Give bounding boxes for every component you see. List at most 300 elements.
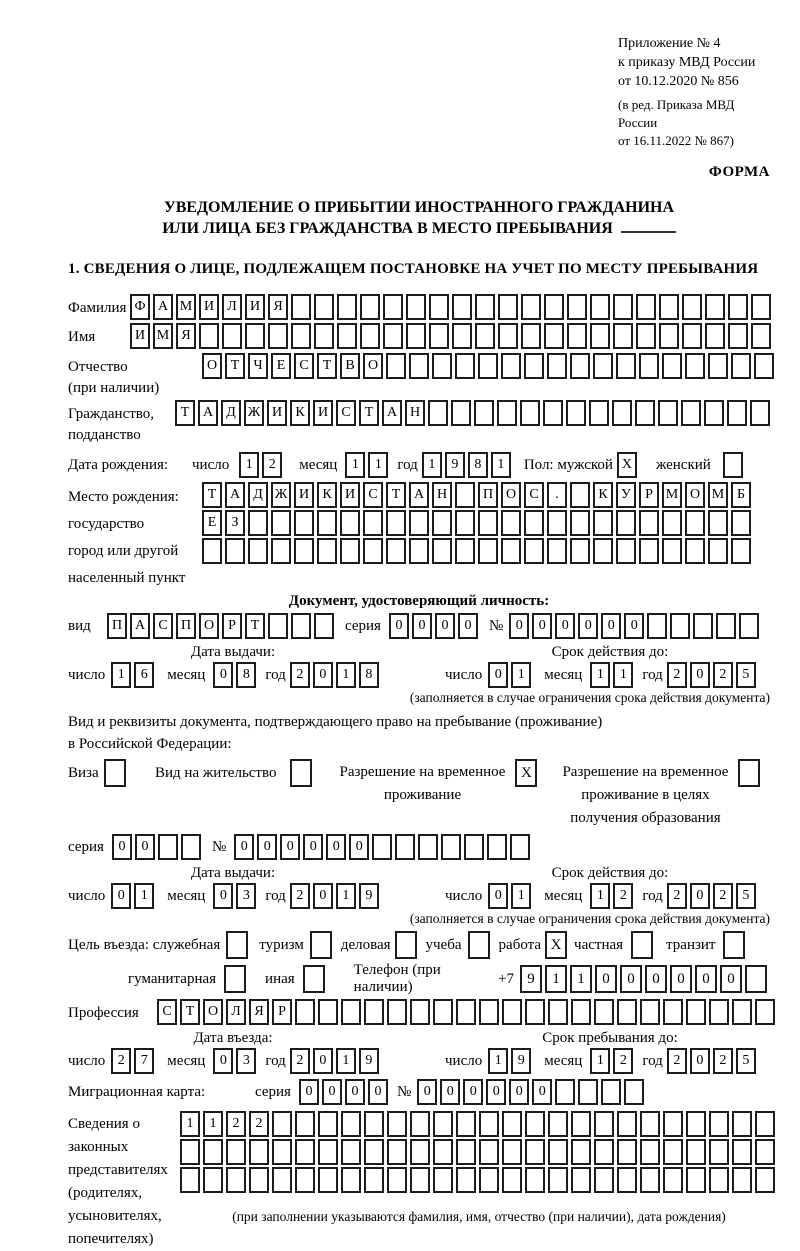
- form-cell[interactable]: [226, 931, 248, 959]
- form-cell[interactable]: [271, 538, 291, 564]
- form-cell[interactable]: 3: [236, 883, 256, 909]
- form-cell[interactable]: Р: [272, 999, 292, 1025]
- form-cell[interactable]: [295, 1139, 315, 1165]
- form-cell[interactable]: [409, 510, 429, 536]
- form-cell[interactable]: Т: [180, 999, 200, 1025]
- form-cell[interactable]: И: [294, 482, 314, 508]
- form-cell[interactable]: [341, 1111, 361, 1137]
- form-cell[interactable]: К: [593, 482, 613, 508]
- form-cell[interactable]: 0: [368, 1079, 388, 1105]
- form-cell[interactable]: [340, 510, 360, 536]
- form-cell[interactable]: 1: [336, 662, 356, 688]
- form-cell[interactable]: [203, 1139, 223, 1165]
- form-cell[interactable]: 0: [112, 834, 132, 860]
- form-cell[interactable]: 2: [249, 1111, 269, 1137]
- form-cell[interactable]: [732, 1111, 752, 1137]
- form-cell[interactable]: [501, 538, 521, 564]
- form-cell[interactable]: [662, 538, 682, 564]
- form-cell[interactable]: [723, 931, 745, 959]
- form-cell[interactable]: [594, 1167, 614, 1193]
- form-cell[interactable]: [180, 1167, 200, 1193]
- form-cell[interactable]: 5: [736, 662, 756, 688]
- form-cell[interactable]: [455, 482, 475, 508]
- form-cell[interactable]: [708, 353, 728, 379]
- form-cell[interactable]: [624, 1079, 644, 1105]
- form-cell[interactable]: 3: [236, 1048, 256, 1074]
- form-cell[interactable]: [498, 323, 518, 349]
- form-cell[interactable]: 0: [440, 1079, 460, 1105]
- form-cell[interactable]: [682, 294, 702, 320]
- form-cell[interactable]: [739, 613, 759, 639]
- form-cell[interactable]: [502, 1139, 522, 1165]
- form-cell[interactable]: [548, 999, 568, 1025]
- form-cell[interactable]: [548, 1139, 568, 1165]
- form-cell[interactable]: 2: [290, 662, 310, 688]
- form-cell[interactable]: 0: [313, 883, 333, 909]
- form-cell[interactable]: [590, 294, 610, 320]
- form-cell[interactable]: [755, 1139, 775, 1165]
- form-cell[interactable]: [708, 510, 728, 536]
- form-cell[interactable]: [181, 834, 201, 860]
- form-cell[interactable]: [433, 1111, 453, 1137]
- form-cell[interactable]: О: [202, 353, 222, 379]
- form-cell[interactable]: Н: [432, 482, 452, 508]
- form-cell[interactable]: С: [153, 613, 173, 639]
- form-cell[interactable]: 0: [417, 1079, 437, 1105]
- form-cell[interactable]: [567, 323, 587, 349]
- form-cell[interactable]: 1: [345, 452, 365, 478]
- form-cell[interactable]: 1: [511, 883, 531, 909]
- form-cell[interactable]: [291, 613, 311, 639]
- form-cell[interactable]: [571, 999, 591, 1025]
- form-cell[interactable]: 0: [532, 1079, 552, 1105]
- form-cell[interactable]: X: [545, 931, 567, 959]
- form-cell[interactable]: [429, 294, 449, 320]
- form-cell[interactable]: [686, 1167, 706, 1193]
- form-cell[interactable]: [295, 999, 315, 1025]
- form-cell[interactable]: 0: [322, 1079, 342, 1105]
- form-cell[interactable]: [199, 323, 219, 349]
- form-cell[interactable]: [601, 1079, 621, 1105]
- form-cell[interactable]: [704, 400, 724, 426]
- form-cell[interactable]: [226, 1167, 246, 1193]
- form-cell[interactable]: [360, 323, 380, 349]
- form-cell[interactable]: [364, 1167, 384, 1193]
- form-cell[interactable]: [433, 1167, 453, 1193]
- form-cell[interactable]: [104, 759, 126, 787]
- form-cell[interactable]: [249, 1139, 269, 1165]
- form-cell[interactable]: У: [616, 482, 636, 508]
- form-cell[interactable]: [548, 1167, 568, 1193]
- form-cell[interactable]: [685, 538, 705, 564]
- form-cell[interactable]: И: [245, 294, 265, 320]
- form-cell[interactable]: [566, 400, 586, 426]
- form-cell[interactable]: [501, 353, 521, 379]
- form-cell[interactable]: 1: [491, 452, 511, 478]
- form-cell[interactable]: [475, 323, 495, 349]
- form-cell[interactable]: [636, 323, 656, 349]
- form-cell[interactable]: [337, 294, 357, 320]
- form-cell[interactable]: 0: [345, 1079, 365, 1105]
- form-cell[interactable]: [640, 1111, 660, 1137]
- form-cell[interactable]: 0: [555, 613, 575, 639]
- form-cell[interactable]: 0: [234, 834, 254, 860]
- form-cell[interactable]: 0: [624, 613, 644, 639]
- form-cell[interactable]: [478, 538, 498, 564]
- form-cell[interactable]: 2: [713, 662, 733, 688]
- form-cell[interactable]: [593, 353, 613, 379]
- form-cell[interactable]: В: [340, 353, 360, 379]
- form-cell[interactable]: С: [336, 400, 356, 426]
- form-cell[interactable]: [570, 538, 590, 564]
- form-cell[interactable]: [294, 538, 314, 564]
- form-cell[interactable]: [745, 965, 767, 993]
- form-cell[interactable]: [640, 1167, 660, 1193]
- form-cell[interactable]: [383, 323, 403, 349]
- form-cell[interactable]: [314, 294, 334, 320]
- form-cell[interactable]: [222, 323, 242, 349]
- form-cell[interactable]: С: [157, 999, 177, 1025]
- form-cell[interactable]: 0: [135, 834, 155, 860]
- form-cell[interactable]: [682, 323, 702, 349]
- form-cell[interactable]: 0: [620, 965, 642, 993]
- form-cell[interactable]: [547, 510, 567, 536]
- form-cell[interactable]: Д: [248, 482, 268, 508]
- form-cell[interactable]: [295, 1111, 315, 1137]
- form-cell[interactable]: [387, 1139, 407, 1165]
- form-cell[interactable]: [409, 353, 429, 379]
- form-cell[interactable]: А: [225, 482, 245, 508]
- form-cell[interactable]: [613, 323, 633, 349]
- form-cell[interactable]: 2: [667, 1048, 687, 1074]
- form-cell[interactable]: [474, 400, 494, 426]
- form-cell[interactable]: [617, 1167, 637, 1193]
- form-cell[interactable]: [295, 1167, 315, 1193]
- form-cell[interactable]: Р: [639, 482, 659, 508]
- form-cell[interactable]: [294, 510, 314, 536]
- form-cell[interactable]: [639, 538, 659, 564]
- form-cell[interactable]: [686, 999, 706, 1025]
- form-cell[interactable]: 2: [667, 662, 687, 688]
- form-cell[interactable]: [410, 1111, 430, 1137]
- form-cell[interactable]: [268, 613, 288, 639]
- form-cell[interactable]: 0: [595, 965, 617, 993]
- form-cell[interactable]: [271, 510, 291, 536]
- form-cell[interactable]: Ж: [271, 482, 291, 508]
- form-cell[interactable]: [525, 1167, 545, 1193]
- form-cell[interactable]: [731, 510, 751, 536]
- form-cell[interactable]: [248, 538, 268, 564]
- form-cell[interactable]: [663, 999, 683, 1025]
- form-cell[interactable]: [570, 482, 590, 508]
- form-cell[interactable]: [670, 613, 690, 639]
- form-cell[interactable]: [567, 294, 587, 320]
- form-cell[interactable]: Ж: [244, 400, 264, 426]
- form-cell[interactable]: [544, 323, 564, 349]
- form-cell[interactable]: [709, 1111, 729, 1137]
- form-cell[interactable]: [310, 931, 332, 959]
- form-cell[interactable]: [479, 1139, 499, 1165]
- form-cell[interactable]: 0: [690, 1048, 710, 1074]
- form-cell[interactable]: [728, 294, 748, 320]
- form-cell[interactable]: 8: [468, 452, 488, 478]
- form-cell[interactable]: 9: [511, 1048, 531, 1074]
- form-cell[interactable]: [497, 400, 517, 426]
- form-cell[interactable]: 2: [290, 883, 310, 909]
- form-cell[interactable]: 1: [111, 662, 131, 688]
- form-cell[interactable]: [738, 759, 760, 787]
- form-cell[interactable]: [303, 965, 325, 993]
- form-cell[interactable]: [616, 538, 636, 564]
- form-cell[interactable]: [640, 1139, 660, 1165]
- form-cell[interactable]: [593, 538, 613, 564]
- form-cell[interactable]: [751, 323, 771, 349]
- form-cell[interactable]: 2: [613, 1048, 633, 1074]
- form-cell[interactable]: [510, 834, 530, 860]
- form-cell[interactable]: [659, 323, 679, 349]
- form-cell[interactable]: [432, 353, 452, 379]
- form-cell[interactable]: 6: [134, 662, 154, 688]
- form-cell[interactable]: О: [685, 482, 705, 508]
- form-cell[interactable]: [502, 1111, 522, 1137]
- form-cell[interactable]: [612, 400, 632, 426]
- form-cell[interactable]: [502, 1167, 522, 1193]
- form-cell[interactable]: [640, 999, 660, 1025]
- form-cell[interactable]: [658, 400, 678, 426]
- form-cell[interactable]: [502, 999, 522, 1025]
- form-cell[interactable]: 1: [545, 965, 567, 993]
- form-cell[interactable]: З: [225, 510, 245, 536]
- form-cell[interactable]: 1: [203, 1111, 223, 1137]
- form-cell[interactable]: 5: [736, 1048, 756, 1074]
- form-cell[interactable]: [290, 759, 312, 787]
- form-cell[interactable]: 1: [336, 883, 356, 909]
- form-cell[interactable]: Т: [175, 400, 195, 426]
- form-cell[interactable]: X: [515, 759, 537, 787]
- form-cell[interactable]: [709, 1139, 729, 1165]
- form-cell[interactable]: Л: [226, 999, 246, 1025]
- form-cell[interactable]: Т: [317, 353, 337, 379]
- form-cell[interactable]: 8: [359, 662, 379, 688]
- form-cell[interactable]: [647, 613, 667, 639]
- form-cell[interactable]: [341, 1139, 361, 1165]
- form-cell[interactable]: 1: [590, 883, 610, 909]
- form-cell[interactable]: [340, 538, 360, 564]
- form-cell[interactable]: 0: [486, 1079, 506, 1105]
- form-cell[interactable]: О: [203, 999, 223, 1025]
- form-cell[interactable]: О: [199, 613, 219, 639]
- form-cell[interactable]: [663, 1111, 683, 1137]
- form-cell[interactable]: [479, 1167, 499, 1193]
- form-cell[interactable]: [249, 1167, 269, 1193]
- form-cell[interactable]: 7: [134, 1048, 154, 1074]
- form-cell[interactable]: [363, 510, 383, 536]
- form-cell[interactable]: [363, 538, 383, 564]
- form-cell[interactable]: [594, 1139, 614, 1165]
- form-cell[interactable]: Я: [268, 294, 288, 320]
- form-cell[interactable]: [594, 999, 614, 1025]
- form-cell[interactable]: [663, 1139, 683, 1165]
- form-cell[interactable]: 0: [326, 834, 346, 860]
- form-cell[interactable]: 9: [359, 1048, 379, 1074]
- form-cell[interactable]: [613, 294, 633, 320]
- form-cell[interactable]: [479, 1111, 499, 1137]
- form-cell[interactable]: 0: [578, 613, 598, 639]
- form-cell[interactable]: 1: [590, 662, 610, 688]
- form-cell[interactable]: 1: [134, 883, 154, 909]
- form-cell[interactable]: И: [130, 323, 150, 349]
- form-cell[interactable]: [631, 931, 653, 959]
- form-cell[interactable]: Ф: [130, 294, 150, 320]
- form-cell[interactable]: 9: [445, 452, 465, 478]
- form-cell[interactable]: [639, 353, 659, 379]
- form-cell[interactable]: [364, 1111, 384, 1137]
- form-cell[interactable]: [468, 931, 490, 959]
- form-cell[interactable]: [387, 999, 407, 1025]
- form-cell[interactable]: [571, 1167, 591, 1193]
- form-cell[interactable]: [478, 510, 498, 536]
- form-cell[interactable]: [520, 400, 540, 426]
- form-cell[interactable]: [732, 999, 752, 1025]
- form-cell[interactable]: [225, 538, 245, 564]
- form-cell[interactable]: [464, 834, 484, 860]
- form-cell[interactable]: 1: [511, 662, 531, 688]
- form-cell[interactable]: 2: [713, 1048, 733, 1074]
- form-cell[interactable]: 0: [111, 883, 131, 909]
- form-cell[interactable]: М: [708, 482, 728, 508]
- form-cell[interactable]: 0: [412, 613, 432, 639]
- form-cell[interactable]: [662, 510, 682, 536]
- form-cell[interactable]: 2: [713, 883, 733, 909]
- form-cell[interactable]: [705, 294, 725, 320]
- form-cell[interactable]: [731, 538, 751, 564]
- form-cell[interactable]: [501, 510, 521, 536]
- form-cell[interactable]: [635, 400, 655, 426]
- form-cell[interactable]: 1: [239, 452, 259, 478]
- form-cell[interactable]: [524, 353, 544, 379]
- form-cell[interactable]: [226, 1139, 246, 1165]
- form-cell[interactable]: Я: [176, 323, 196, 349]
- form-cell[interactable]: О: [363, 353, 383, 379]
- form-cell[interactable]: [341, 1167, 361, 1193]
- form-cell[interactable]: [429, 323, 449, 349]
- form-cell[interactable]: А: [130, 613, 150, 639]
- form-cell[interactable]: [498, 294, 518, 320]
- form-cell[interactable]: [593, 510, 613, 536]
- form-cell[interactable]: 0: [532, 613, 552, 639]
- form-cell[interactable]: [659, 294, 679, 320]
- form-cell[interactable]: [617, 1111, 637, 1137]
- form-cell[interactable]: Е: [271, 353, 291, 379]
- form-cell[interactable]: 0: [213, 662, 233, 688]
- form-cell[interactable]: [364, 1139, 384, 1165]
- form-cell[interactable]: [732, 1139, 752, 1165]
- form-cell[interactable]: [709, 1167, 729, 1193]
- form-cell[interactable]: Т: [386, 482, 406, 508]
- form-cell[interactable]: 0: [299, 1079, 319, 1105]
- form-cell[interactable]: [478, 353, 498, 379]
- form-cell[interactable]: [617, 999, 637, 1025]
- form-cell[interactable]: 0: [690, 662, 710, 688]
- form-cell[interactable]: [245, 323, 265, 349]
- form-cell[interactable]: [578, 1079, 598, 1105]
- form-cell[interactable]: 0: [280, 834, 300, 860]
- form-cell[interactable]: 2: [262, 452, 282, 478]
- form-cell[interactable]: [521, 323, 541, 349]
- form-cell[interactable]: Е: [202, 510, 222, 536]
- form-cell[interactable]: [521, 294, 541, 320]
- form-cell[interactable]: Т: [225, 353, 245, 379]
- form-cell[interactable]: [406, 323, 426, 349]
- form-cell[interactable]: [755, 1167, 775, 1193]
- form-cell[interactable]: А: [198, 400, 218, 426]
- form-cell[interactable]: [548, 1111, 568, 1137]
- form-cell[interactable]: [314, 613, 334, 639]
- form-cell[interactable]: [248, 510, 268, 536]
- form-cell[interactable]: С: [363, 482, 383, 508]
- form-cell[interactable]: Т: [245, 613, 265, 639]
- form-cell[interactable]: Т: [202, 482, 222, 508]
- form-cell[interactable]: [571, 1111, 591, 1137]
- form-cell[interactable]: [456, 1139, 476, 1165]
- form-cell[interactable]: [410, 1167, 430, 1193]
- form-cell[interactable]: О: [501, 482, 521, 508]
- form-cell[interactable]: Л: [222, 294, 242, 320]
- form-cell[interactable]: 0: [670, 965, 692, 993]
- form-cell[interactable]: [432, 510, 452, 536]
- form-cell[interactable]: [441, 834, 461, 860]
- form-cell[interactable]: [272, 1167, 292, 1193]
- form-cell[interactable]: [387, 1167, 407, 1193]
- form-cell[interactable]: И: [340, 482, 360, 508]
- form-cell[interactable]: [395, 931, 417, 959]
- form-cell[interactable]: 0: [645, 965, 667, 993]
- form-cell[interactable]: 0: [313, 1048, 333, 1074]
- form-cell[interactable]: М: [176, 294, 196, 320]
- form-cell[interactable]: 1: [590, 1048, 610, 1074]
- form-cell[interactable]: Я: [249, 999, 269, 1025]
- form-cell[interactable]: [705, 323, 725, 349]
- form-cell[interactable]: [754, 353, 774, 379]
- form-cell[interactable]: [203, 1167, 223, 1193]
- form-cell[interactable]: [570, 510, 590, 536]
- form-cell[interactable]: [224, 965, 246, 993]
- form-cell[interactable]: [406, 294, 426, 320]
- form-cell[interactable]: [314, 323, 334, 349]
- form-cell[interactable]: 5: [736, 883, 756, 909]
- form-cell[interactable]: С: [524, 482, 544, 508]
- form-cell[interactable]: [594, 1111, 614, 1137]
- form-cell[interactable]: 0: [720, 965, 742, 993]
- form-cell[interactable]: 1: [422, 452, 442, 478]
- form-cell[interactable]: [555, 1079, 575, 1105]
- form-cell[interactable]: 2: [111, 1048, 131, 1074]
- form-cell[interactable]: 0: [389, 613, 409, 639]
- form-cell[interactable]: [708, 538, 728, 564]
- form-cell[interactable]: [418, 834, 438, 860]
- form-cell[interactable]: [571, 1139, 591, 1165]
- form-cell[interactable]: [317, 538, 337, 564]
- form-cell[interactable]: [337, 323, 357, 349]
- form-cell[interactable]: [731, 353, 751, 379]
- form-cell[interactable]: Д: [221, 400, 241, 426]
- form-cell[interactable]: [317, 510, 337, 536]
- form-cell[interactable]: [433, 999, 453, 1025]
- form-cell[interactable]: 9: [359, 883, 379, 909]
- form-cell[interactable]: 0: [458, 613, 478, 639]
- form-cell[interactable]: [383, 294, 403, 320]
- form-cell[interactable]: М: [662, 482, 682, 508]
